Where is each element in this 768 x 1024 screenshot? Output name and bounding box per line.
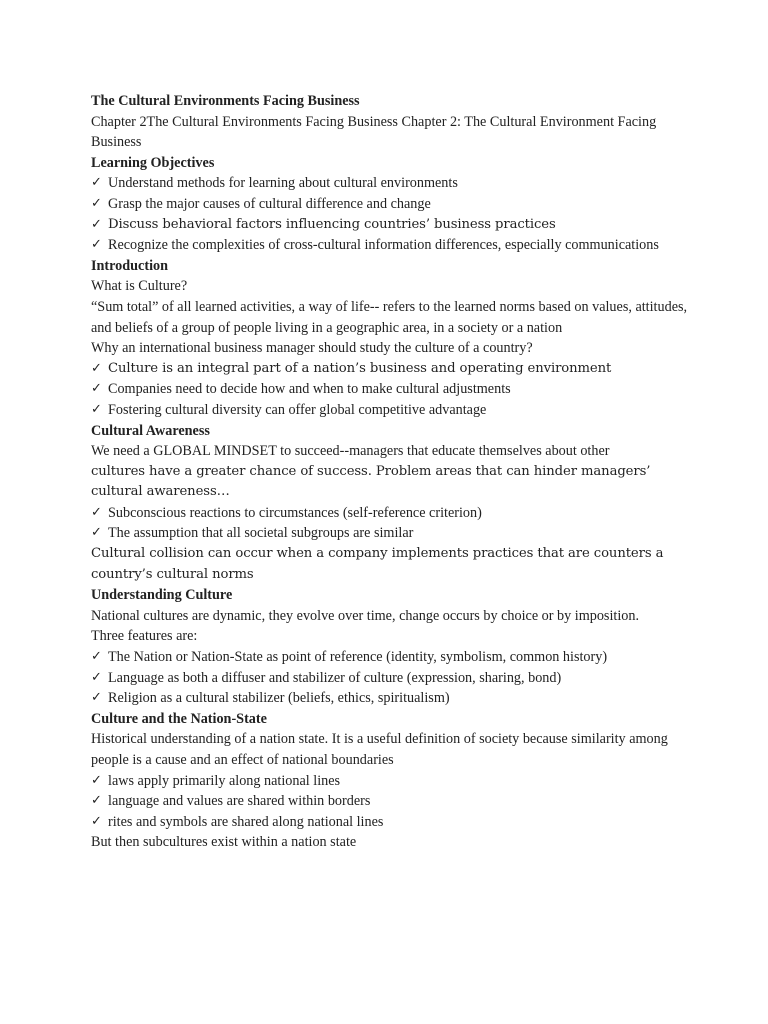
checkmark-icon: ✓ [91, 175, 102, 191]
list-item-text: The assumption that all societal subgroups are similar [108, 525, 414, 542]
list-item [91, 647, 691, 668]
list-item [91, 194, 691, 215]
checkmark-icon: ✓ [91, 360, 102, 376]
mindset-paragraph-continued: cultures have a greater chance of success. Problem areas that can hinder managers’ cultural awareness… [91, 463, 651, 500]
checkmark-icon: ✓ [91, 649, 102, 665]
list-item [91, 503, 691, 524]
checkmark-icon: ✓ [91, 813, 102, 829]
checkmark-icon: ✓ [91, 216, 102, 232]
checkmark-icon: ✓ [91, 237, 102, 253]
mindset-paragraph-line: We need a GLOBAL MINDSET to succeed--managers that educate themselves about other [91, 443, 610, 460]
dynamic-culture-paragraph: National cultures are dynamic, they evolve over time, change occurs by choice or by imposition. [91, 607, 640, 624]
section-heading-introduction: Introduction [91, 257, 168, 274]
list-item [91, 523, 691, 544]
list-item [91, 173, 691, 194]
checkmark-icon: ✓ [91, 690, 102, 706]
list-item [91, 379, 691, 400]
list-item-text: Grasp the major causes of cultural difference and change [108, 195, 431, 212]
checkmark-icon: ✓ [91, 793, 102, 809]
section-heading-learning-objectives: Learning Objectives [91, 154, 215, 171]
definition-paragraph: “Sum total” of all learned activities, a way of life-- refers to the learned norms based on values, attitudes, and beliefs of a group of people living in a geographic area, in a society or a nation [91, 298, 688, 336]
list-item [91, 812, 691, 833]
section-heading-cultural-awareness: Cultural Awareness [91, 422, 210, 439]
list-item-text: laws apply primarily along national lines [108, 772, 341, 789]
question-text: What is Culture? [91, 278, 188, 295]
chapter-subtitle: Chapter 2The Cultural Environments Facing Business Chapter 2: The Cultural Environment Facing Business [91, 113, 657, 151]
list-item-text: rites and symbols are shared along national lines [108, 813, 384, 830]
list-item-text: Understand methods for learning about cultural environments [108, 175, 458, 192]
checkmark-icon: ✓ [91, 504, 102, 520]
list-item [91, 791, 691, 812]
list-item-text: Recognize the complexities of cross-cultural information differences, especially communications [108, 237, 659, 254]
document-page [91, 91, 691, 853]
list-item [91, 688, 691, 709]
section-heading-culture-nation-state: Culture and the Nation-State [91, 710, 267, 727]
checkmark-icon: ✓ [91, 195, 102, 211]
closing-line: But then subcultures exist within a nation state [91, 834, 357, 851]
document-title: The Cultural Environments Facing Business [91, 93, 360, 109]
list-item [91, 235, 691, 256]
list-item [91, 668, 691, 689]
checkmark-icon: ✓ [91, 525, 102, 541]
list-item-text: Language as both a diffuser and stabilizer of culture (expression, sharing, bond) [108, 669, 562, 686]
list-item-text: Fostering cultural diversity can offer global competitive advantage [108, 401, 487, 418]
list-item [91, 771, 691, 792]
collision-paragraph: Cultural collision can occur when a company implements practices that are counters a country’s cultural norms [91, 546, 664, 582]
checkmark-icon: ✓ [91, 401, 102, 417]
checkmark-icon: ✓ [91, 669, 102, 685]
list-item-text: Subconscious reactions to circumstances (self-reference criterion) [108, 504, 482, 521]
features-intro: Three features are: [91, 628, 198, 645]
nation-state-paragraph: Historical understanding of a nation state. It is a useful definition of society because similarity among people is a cause and an effect of national boundaries [91, 731, 668, 768]
list-item-text: Culture is an integral part of a nation’s business and operating environment [108, 360, 612, 376]
list-item-text: Religion as a cultural stabilizer (beliefs, ethics, spiritualism) [108, 690, 450, 707]
checkmark-icon: ✓ [91, 381, 102, 397]
list-item-text: Companies need to decide how and when to make cultural adjustments [108, 381, 511, 398]
why-question: Why an international business manager should study the culture of a country? [91, 340, 533, 357]
list-item [91, 359, 691, 380]
list-item [91, 215, 691, 236]
list-item-text: The Nation or Nation-State as point of reference (identity, symbolism, common history) [108, 649, 608, 666]
section-heading-understanding-culture: Understanding Culture [91, 587, 233, 604]
list-item-text: Discuss behavioral factors influencing countries’ business practices [108, 216, 556, 232]
list-item-text: language and values are shared within borders [108, 793, 371, 810]
list-item [91, 400, 691, 421]
checkmark-icon: ✓ [91, 772, 102, 788]
